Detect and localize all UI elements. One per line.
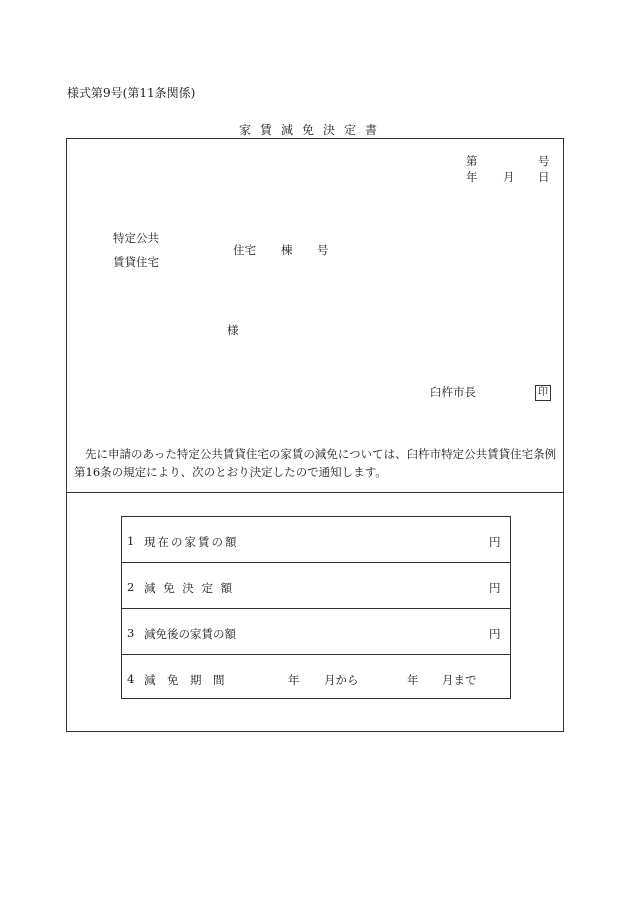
table-row-reduction-period xyxy=(122,654,510,699)
housing-label: 住宅 xyxy=(233,243,256,257)
notice-text: 先に申請のあった特定公共賃貸住宅の家賃の減免については、臼杵市特定公共賃貸住宅条例第16条の規定により、次のとおり決定したので通知します。 xyxy=(74,447,557,479)
issuer-mayor: 臼杵市長 xyxy=(430,385,476,399)
date-day-label: 日 xyxy=(538,170,550,184)
table-row-reduction-amount xyxy=(122,562,510,607)
housing-type-line2: 賃貸住宅 xyxy=(113,255,159,269)
item-label: 減免後の家賃の額 xyxy=(144,627,236,641)
seal-stamp: 印 xyxy=(535,385,551,401)
date-month-label: 月 xyxy=(503,170,515,184)
document-title: 家賃減免決定書 xyxy=(239,123,387,137)
building-label: 棟 xyxy=(281,243,293,257)
table-row-current-rent xyxy=(122,517,510,562)
form-id-label: 様式第9号(第11条関係) xyxy=(67,86,196,100)
date-year-label: 年 xyxy=(466,170,478,184)
item-number: 3 xyxy=(127,626,135,640)
period-from-year: 年 xyxy=(288,673,300,687)
item-number: 1 xyxy=(127,534,135,548)
table-row-rent-after-reduction xyxy=(122,608,510,653)
yen-unit: 円 xyxy=(489,581,501,595)
item-label: 減 免 期 間 xyxy=(144,673,225,687)
housing-type-line1: 特定公共 xyxy=(113,231,159,245)
period-to-year: 年 xyxy=(407,673,419,687)
doc-number-suffix: 号 xyxy=(538,154,550,168)
period-from-month: 月から xyxy=(324,673,359,687)
recipient-honorific: 様 xyxy=(227,323,239,337)
item-label: 減 免 決 定 額 xyxy=(144,581,235,595)
period-to-month: 月まで xyxy=(442,673,477,687)
doc-number-prefix: 第 xyxy=(466,154,478,168)
yen-unit: 円 xyxy=(489,627,501,641)
item-label: 現在の家賃の額 xyxy=(144,535,239,549)
decision-items-table xyxy=(121,516,511,699)
item-number: 2 xyxy=(127,580,135,594)
yen-unit: 円 xyxy=(489,535,501,549)
unit-number-label: 号 xyxy=(317,243,329,257)
item-number: 4 xyxy=(127,672,135,686)
form-divider xyxy=(66,492,564,493)
